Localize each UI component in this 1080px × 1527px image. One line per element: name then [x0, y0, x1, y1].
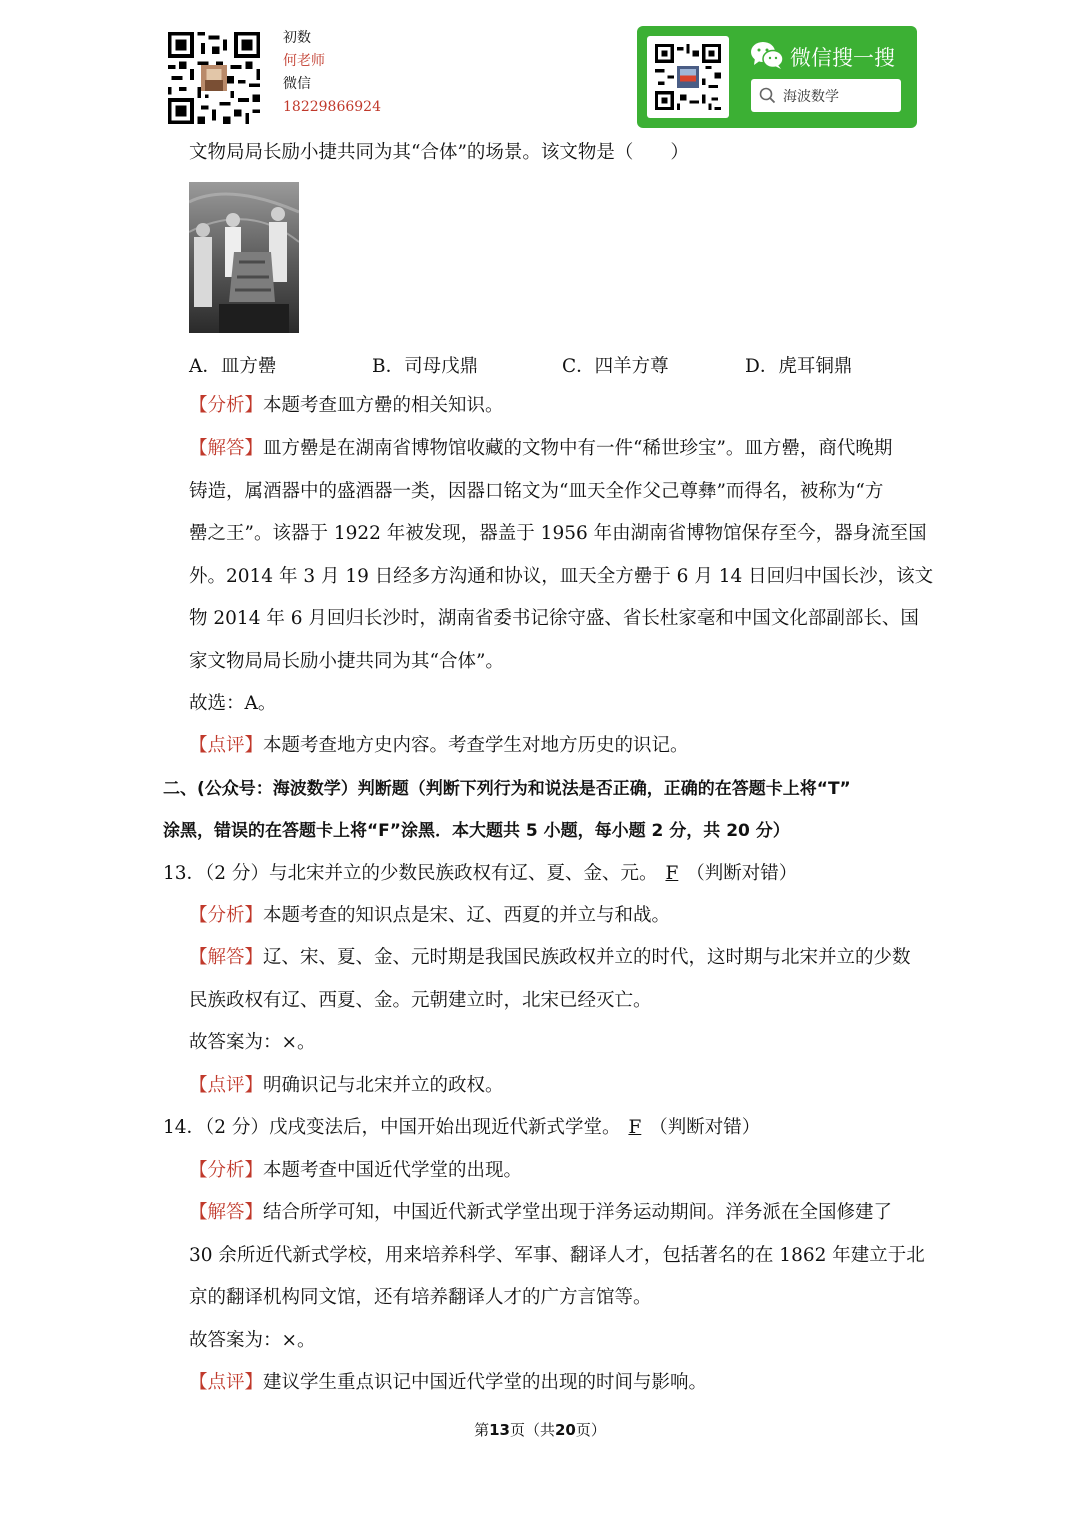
- question13-review: [189, 1074, 504, 1098]
- review-tag: 【点评】: [189, 735, 264, 756]
- wechat-search-banner: [637, 26, 917, 128]
- answer-tag: 【解答】: [189, 947, 264, 968]
- contact-line-3: 微信: [283, 76, 311, 92]
- question14-analysis: [189, 1159, 522, 1183]
- analysis-text: 本题考查皿方罍的相关知识。: [263, 395, 504, 416]
- review-tag: 【点评】: [189, 1075, 264, 1096]
- question12-answer-line-6: 家文物局局长励小捷共同为其“合体”。: [189, 651, 504, 672]
- question14-answer-line-1: [189, 1201, 892, 1225]
- analysis-tag: 【分析】: [189, 1160, 264, 1181]
- qr-code-icon: [168, 32, 260, 124]
- footer-suffix: 页）: [575, 1421, 606, 1439]
- wechat-logo-icon: [750, 40, 784, 70]
- option-a: A．皿方罍: [189, 356, 277, 377]
- teacher-name: 何老师: [283, 53, 325, 69]
- question12-answer-line-5: 物 2014 年 6 月回归长沙时，湖南省委书记徐守盛、省长杜家毫和中国文化部副部长、国: [189, 608, 919, 629]
- option-c: C．四羊方尊: [562, 356, 669, 377]
- question14-answer-blank: F: [628, 1117, 642, 1138]
- analysis-text: 本题考查的知识点是宋、辽、西夏的并立与和战。: [263, 905, 671, 926]
- review-text: 建议学生重点识记中国近代学堂的出现的时间与影响。: [263, 1372, 708, 1393]
- page-footer: [0, 1419, 1080, 1440]
- contact-info: [283, 27, 381, 119]
- question13-result: 故答案为：×。: [189, 1032, 316, 1053]
- section2-heading-line-2: 涂黑，错误的在答题卡上将“F”涂黑．本大题共 5 小题，每小题 2 分，共 20 分）: [163, 821, 790, 841]
- question13-suffix: （判断对错）: [686, 863, 798, 884]
- answer-text: 皿方罍是在湖南省博物馆收藏的文物中有一件“稀世珍宝”。皿方罍，商代晚期: [263, 438, 893, 459]
- question12-stem: 文物局局长励小捷共同为其“合体”的场景。该文物是（ ）: [189, 142, 689, 163]
- review-tag: 【点评】: [189, 1372, 264, 1393]
- question12-analysis: [189, 394, 504, 418]
- answer-tag: 【解答】: [189, 438, 264, 459]
- question14-review: [189, 1371, 707, 1395]
- analysis-text: 本题考查中国近代学堂的出现。: [263, 1160, 523, 1181]
- question13-answer-line-1: [189, 946, 911, 970]
- footer-middle: 页（共: [509, 1421, 555, 1439]
- review-text: 本题考查地方史内容。考查学生对地方历史的识记。: [263, 735, 689, 756]
- option-d: D．虎耳铜鼎: [745, 356, 853, 377]
- wechat-search-box: [751, 79, 901, 112]
- question14-answer-line-2: 30 余所近代新式学校，用来培养科学、军事、翻译人才，包括著名的在 1862 年建立于北: [189, 1245, 925, 1266]
- question14-prefix: 14．（2 分）戊戌变法后，中国开始出现近代新式学堂。: [163, 1117, 621, 1138]
- analysis-tag: 【分析】: [189, 905, 264, 926]
- question12-answer-line-1: [189, 437, 892, 461]
- wechat-search-title: 微信搜一搜: [790, 46, 895, 70]
- question12-answer-line-3: 罍之王”。该器于 1922 年被发现，器盖于 1956 年由湖南省博物馆保存至今，器身流至国: [189, 523, 927, 544]
- question12-answer-line-4: 外。2014 年 3 月 19 日经多方沟通和协议，皿天全方罍于 6 月 14 日回归中国长沙，该文: [189, 566, 934, 587]
- question14-answer-line-3: 京的翻译机构同文馆，还有培养翻译人才的广方言馆等。: [189, 1287, 652, 1308]
- answer-tag: 【解答】: [189, 1202, 264, 1223]
- question14-result: 故答案为：×。: [189, 1330, 316, 1351]
- artifact-photo: [189, 182, 299, 333]
- question12-review: [189, 734, 689, 758]
- footer-prefix: 第: [474, 1421, 490, 1439]
- total-pages: 20: [555, 1421, 576, 1439]
- phone-number: 18229866924: [283, 99, 381, 115]
- question13-prefix: 13．（2 分）与北宋并立的少数民族政权有辽、夏、金、元。: [163, 863, 658, 884]
- answer-text: 辽、宋、夏、金、元时期是我国民族政权并立的时代，这时期与北宋并立的少数: [263, 947, 911, 968]
- question14-stem: [163, 1116, 760, 1140]
- answer-text: 结合所学可知，中国近代新式学堂出现于洋务运动期间。洋务派在全国修建了: [263, 1202, 893, 1223]
- question14-suffix: （判断对错）: [649, 1117, 761, 1138]
- wechat-search-text: 海波数学: [783, 89, 839, 105]
- review-text: 明确识记与北宋并立的政权。: [263, 1075, 504, 1096]
- question13-analysis: [189, 904, 670, 928]
- option-b: B．司母戊鼎: [372, 356, 479, 377]
- analysis-tag: 【分析】: [189, 395, 264, 416]
- question12-choice: 故选：A。: [189, 693, 277, 714]
- question12-answer-line-2: 铸造，属酒器中的盛酒器一类，因器口铭文为“皿天全作父己尊彝”而得名，被称为“方: [189, 481, 884, 502]
- question13-stem: [163, 862, 797, 886]
- page-number: 13: [489, 1421, 510, 1439]
- contact-line-1: 初数: [283, 30, 311, 46]
- wechat-qr-code-icon: [647, 36, 729, 118]
- question13-answer-blank: F: [665, 863, 679, 884]
- search-icon: [759, 87, 776, 104]
- question13-answer-line-2: 民族政权有辽、西夏、金。元朝建立时，北宋已经灭亡。: [189, 990, 652, 1011]
- section2-heading-line-1: 二、(公众号：海波数学）判断题（判断下列行为和说法是否正确，正确的在答题卡上将“T”: [163, 779, 851, 799]
